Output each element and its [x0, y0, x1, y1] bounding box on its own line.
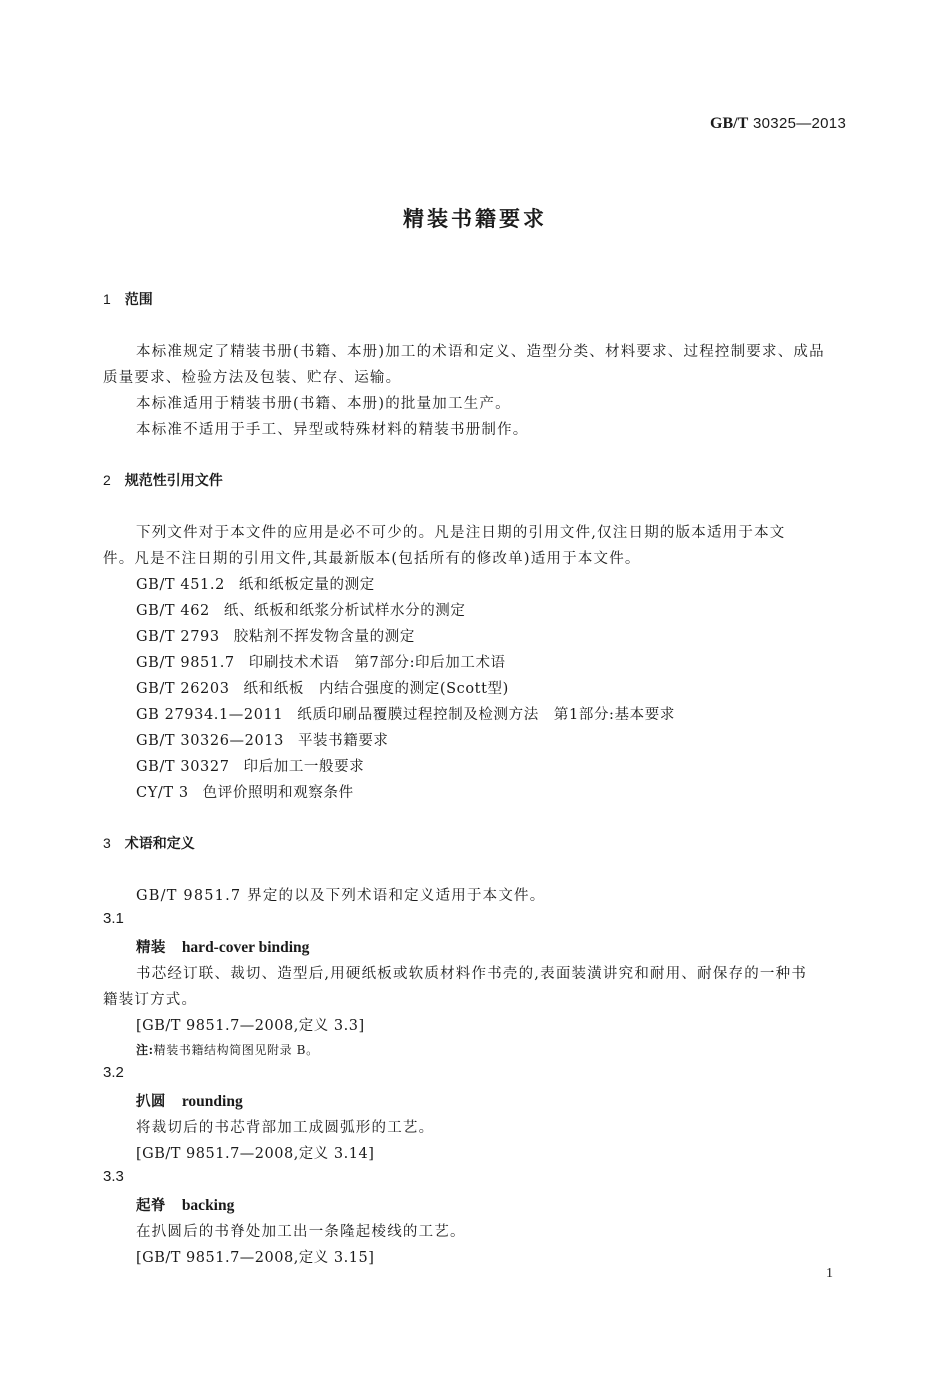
page-number: 1 — [826, 1266, 833, 1281]
term-note: 注:精装书籍结构简图见附录 B。 — [136, 1043, 319, 1057]
paragraph: 件。凡是不注日期的引用文件,其最新版本(包括所有的修改单)适用于本文件。 — [103, 551, 641, 567]
section-heading-3: 3 术语和定义 — [103, 835, 195, 852]
clause-number: 3.2 — [103, 1064, 124, 1081]
paragraph: 本标准适用于精装书册(书籍、本册)的批量加工生产。 — [136, 396, 511, 412]
standard-code — [710, 114, 846, 133]
clause-number: 3.1 — [103, 910, 124, 927]
term-source: [GB/T 9851.7—2008,定义 3.3] — [136, 1018, 365, 1034]
paragraph: 本标准规定了精装书册(书籍、本册)加工的术语和定义、造型分类、材料要求、过程控制要求、成品 — [136, 344, 825, 360]
reference-item: GB/T 26203 纸和纸板 内结合强度的测定(Scott型) — [136, 681, 509, 697]
reference-item: GB 27934.1—2011 纸质印刷品覆膜过程控制及检测方法 第1部分:基本要求 — [136, 707, 675, 723]
term-definition: 籍装订方式。 — [103, 992, 198, 1008]
term-definition: 将裁切后的书芯背部加工成圆弧形的工艺。 — [136, 1120, 435, 1136]
reference-item: GB/T 9851.7 印刷技术术语 第7部分:印后加工术语 — [136, 655, 506, 671]
paragraph: GB/T 9851.7 界定的以及下列术语和定义适用于本文件。 — [136, 888, 546, 904]
document-title: 精装书籍要求 — [403, 207, 547, 231]
term-heading: 精装 hard-cover binding — [136, 939, 310, 956]
clause-number: 3.3 — [103, 1168, 124, 1185]
term-definition: 书芯经订联、裁切、造型后,用硬纸板或软质材料作书壳的,表面装潢讲究和耐用、耐保存的一种书 — [136, 966, 808, 982]
term-heading: 起脊 backing — [136, 1197, 235, 1214]
reference-item: GB/T 30326—2013 平装书籍要求 — [136, 733, 389, 749]
paragraph: 下列文件对于本文件的应用是必不可少的。凡是注日期的引用文件,仅注日期的版本适用于本文 — [136, 525, 786, 541]
reference-item: GB/T 451.2 纸和纸板定量的测定 — [136, 577, 375, 593]
paragraph: 本标准不适用于手工、异型或特殊材料的精装书册制作。 — [136, 422, 529, 438]
term-definition: 在扒圆后的书脊处加工出一条隆起棱线的工艺。 — [136, 1224, 466, 1240]
standard-prefix: GB/T — [710, 115, 749, 132]
reference-item: CY/T 3 色评价照明和观察条件 — [136, 785, 354, 801]
term-source: [GB/T 9851.7—2008,定义 3.15] — [136, 1250, 375, 1266]
term-source: [GB/T 9851.7—2008,定义 3.14] — [136, 1146, 375, 1162]
section-heading-1: 1 范围 — [103, 291, 153, 308]
standard-number: 30325—2013 — [753, 115, 847, 132]
term-heading: 扒圆 rounding — [136, 1093, 243, 1110]
reference-item: GB/T 2793 胶粘剂不挥发物含量的测定 — [136, 629, 415, 645]
reference-item: GB/T 462 纸、纸板和纸浆分析试样水分的测定 — [136, 603, 466, 619]
paragraph: 质量要求、检验方法及包装、贮存、运输。 — [103, 370, 402, 386]
section-heading-2: 2 规范性引用文件 — [103, 472, 223, 489]
reference-item: GB/T 30327 印后加工一般要求 — [136, 759, 365, 775]
